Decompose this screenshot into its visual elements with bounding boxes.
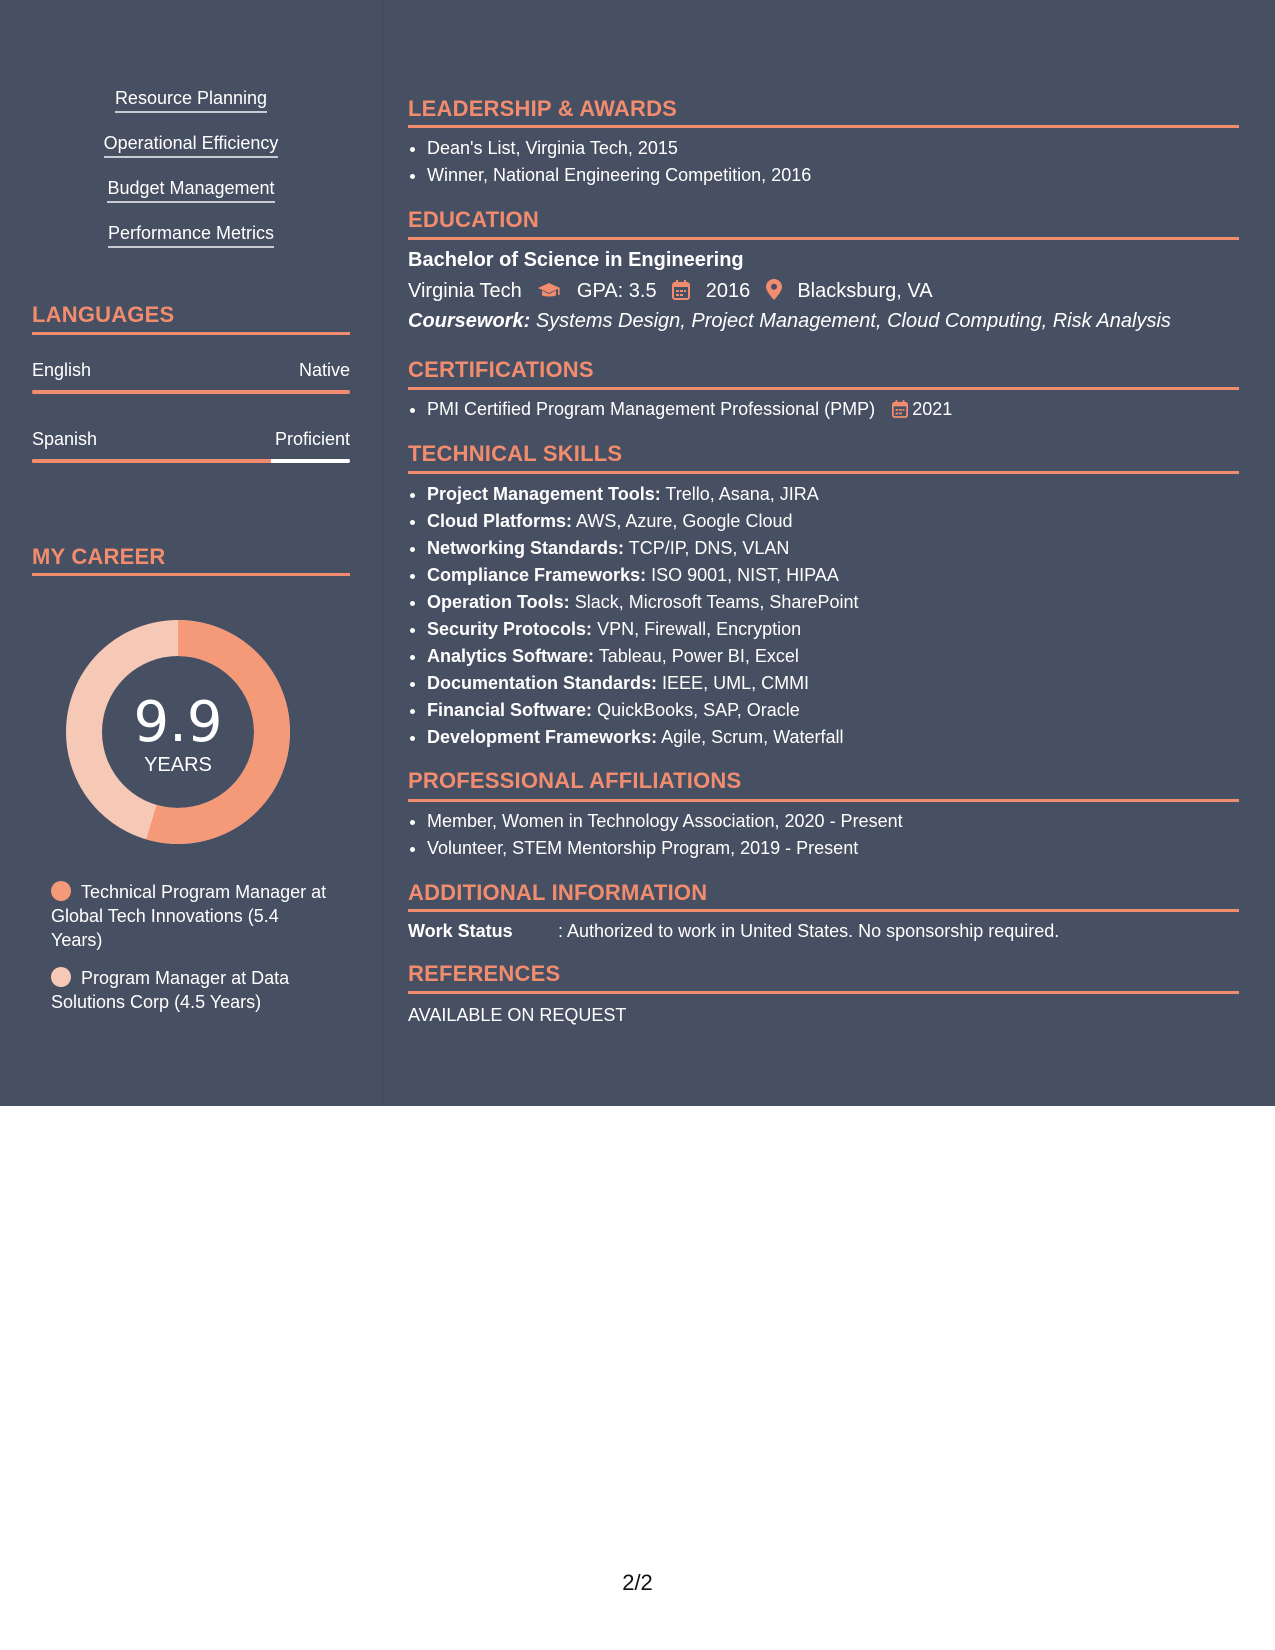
certification-item <box>427 396 1237 423</box>
skill-value: Tableau, Power BI, Excel <box>598 646 799 666</box>
skill-value: VPN, Firewall, Encryption <box>597 619 802 639</box>
career-legend-label: Technical Program Manager at Global Tech Innovations (5.4 Years) <box>51 882 327 950</box>
school-location: Blacksburg, VA <box>797 280 933 302</box>
column-divider <box>382 0 383 1106</box>
skill-item <box>427 508 1237 535</box>
career-legend-label: Program Manager at Data Solutions Corp (4.5 Years) <box>51 968 290 1012</box>
skill-value: QuickBooks, SAP, Oracle <box>597 700 800 720</box>
degree-title: Bachelor of Science in Engineering <box>408 249 744 271</box>
section-divider <box>408 471 1239 474</box>
references-text: AVAILABLE ON REQUEST <box>408 1005 627 1025</box>
legend-dot <box>51 967 71 987</box>
language-level: Native <box>298 360 350 380</box>
skill-label: Cloud Platforms: <box>427 511 573 531</box>
technical-skills-heading: TECHNICAL SKILLS <box>408 441 623 466</box>
career-total-years: 9.9 <box>133 690 223 755</box>
section-divider <box>408 237 1239 240</box>
work-status-row <box>408 921 1059 942</box>
legend-dot <box>51 881 71 901</box>
language-bar <box>32 390 350 394</box>
skill-item <box>427 724 1237 751</box>
skill-item <box>427 670 1237 697</box>
skill-item <box>427 481 1237 508</box>
calendar-icon <box>672 280 690 306</box>
skill-tag <box>32 223 350 244</box>
certification-name: PMI Certified Program Management Professional (PMP) <box>427 399 876 419</box>
section-divider <box>408 387 1239 390</box>
language-bar-fill <box>32 459 271 463</box>
section-divider <box>32 332 350 335</box>
education-heading: EDUCATION <box>408 207 539 232</box>
skill-tag-label: Budget Management <box>107 178 274 203</box>
graduation-year: 2016 <box>705 280 751 302</box>
coursework-list: Systems Design, Project Management, Cloud Computing, Risk Analysis <box>535 310 1171 332</box>
technical-skills-list <box>408 481 1237 751</box>
skill-item <box>427 535 1237 562</box>
affiliations-list <box>408 808 1237 862</box>
skill-value: IEEE, UML, CMMI <box>662 673 810 693</box>
skill-value: Slack, Microsoft Teams, SharePoint <box>574 592 859 612</box>
skill-item <box>427 562 1237 589</box>
skill-label: Analytics Software: <box>427 646 595 666</box>
skill-label: Operation Tools: <box>427 592 570 612</box>
career-legend-item <box>51 880 331 952</box>
skill-tag-label: Resource Planning <box>115 88 267 113</box>
location-pin-icon <box>766 279 782 306</box>
references-heading: REFERENCES <box>408 961 561 986</box>
leadership-list <box>408 135 1237 189</box>
skill-item <box>427 697 1237 724</box>
school-name: Virginia Tech <box>408 280 522 302</box>
language-name: English <box>32 360 92 380</box>
skill-item <box>427 589 1237 616</box>
languages-heading: LANGUAGES <box>32 302 175 327</box>
skill-value: AWS, Azure, Google Cloud <box>576 511 793 531</box>
language-level: Proficient <box>274 429 350 449</box>
section-divider <box>408 125 1239 128</box>
page-number: 2/2 <box>622 1570 653 1595</box>
skill-label: Development Frameworks: <box>427 727 658 747</box>
language-bar-fill <box>32 390 350 394</box>
list-item: • Volunteer, STEM Mentorship Program, 2019 - Present <box>427 835 1237 862</box>
career-total-unit: YEARS <box>144 754 212 776</box>
leadership-heading: LEADERSHIP & AWARDS <box>408 96 678 121</box>
skill-label: Networking Standards: <box>427 538 625 558</box>
certifications-list <box>408 396 1237 423</box>
skill-value: TCP/IP, DNS, VLAN <box>628 538 790 558</box>
education-details <box>408 279 933 306</box>
skill-tag <box>32 133 350 154</box>
skill-tag-label: Operational Efficiency <box>104 133 279 158</box>
certifications-heading: CERTIFICATIONS <box>408 357 594 382</box>
skill-value: ISO 9001, NIST, HIPAA <box>651 565 839 585</box>
skill-label: Financial Software: <box>427 700 593 720</box>
skill-tag <box>32 178 350 199</box>
section-divider <box>408 991 1239 994</box>
certification-year: 2021 <box>912 399 953 419</box>
affiliations-heading: PROFESSIONAL AFFILIATIONS <box>408 768 742 793</box>
skill-label: Security Protocols: <box>427 619 593 639</box>
skill-item <box>427 616 1237 643</box>
work-status-label: Work Status <box>408 921 513 941</box>
coursework-label: Coursework: <box>408 310 531 332</box>
section-divider <box>408 799 1239 802</box>
career-legend-item <box>51 966 331 1014</box>
skill-label: Project Management Tools: <box>427 484 661 504</box>
graduation-cap-icon <box>537 282 561 306</box>
language-name: Spanish <box>32 429 98 449</box>
language-bar <box>32 459 350 463</box>
additional-info-heading: ADDITIONAL INFORMATION <box>408 880 708 905</box>
skill-tag <box>32 88 350 109</box>
sidebar <box>32 0 350 1106</box>
coursework <box>408 310 1171 333</box>
list-item: • Dean's List, Virginia Tech, 2015 <box>427 135 1237 162</box>
certification-date <box>892 396 952 423</box>
career-heading: MY CAREER <box>32 544 166 569</box>
skill-item <box>427 643 1237 670</box>
gpa: GPA: 3.5 <box>576 280 657 302</box>
skill-label: Compliance Frameworks: <box>427 565 647 585</box>
list-item: • Winner, National Engineering Competition, 2016 <box>427 162 1237 189</box>
skill-value: Trello, Asana, JIRA <box>665 484 819 504</box>
skill-value: Agile, Scrum, Waterfall <box>661 727 844 747</box>
work-status-value: : Authorized to work in United States. No sponsorship required. <box>558 921 1060 941</box>
skill-tag-label: Performance Metrics <box>108 223 274 248</box>
list-item: • Member, Women in Technology Association, 2020 - Present <box>427 808 1237 835</box>
calendar-icon <box>892 400 908 418</box>
skill-label: Documentation Standards: <box>427 673 658 693</box>
section-divider <box>32 573 350 576</box>
section-divider <box>408 909 1239 912</box>
